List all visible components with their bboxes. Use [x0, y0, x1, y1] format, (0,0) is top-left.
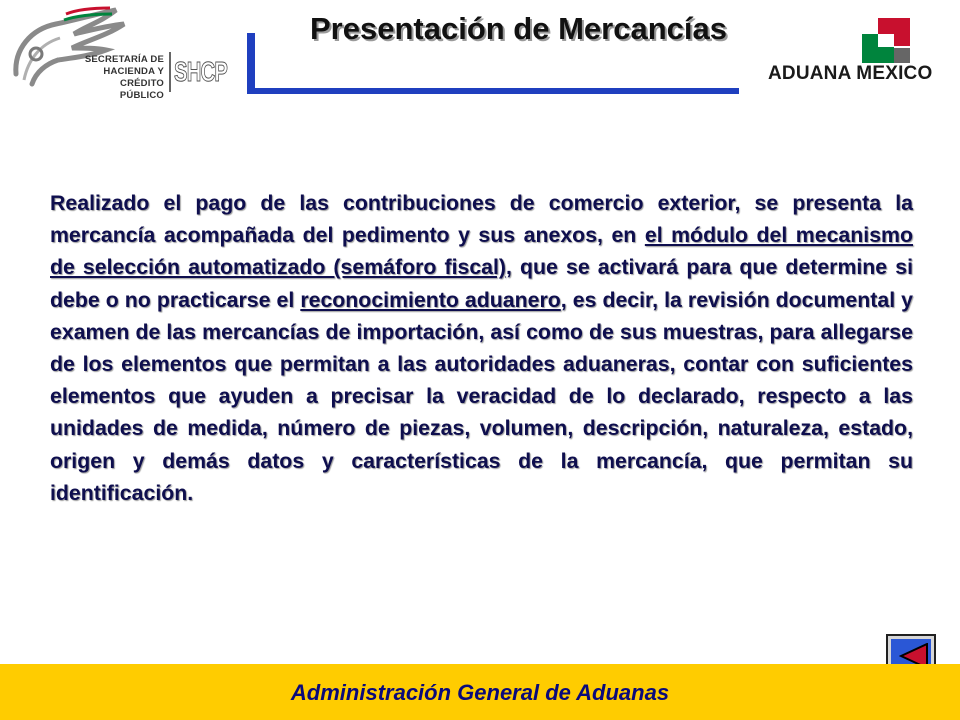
paragraph-segment-1: Realizado el pago de las contribuciones de comercio exterior, se presenta la mercancía acompañada del pedimento y sus anexos, en — [50, 191, 913, 248]
footer-bar — [0, 664, 960, 720]
content-paragraph — [50, 187, 913, 509]
back-button-face[interactable] — [891, 639, 931, 667]
shcp-line-2: HACIENDA Y — [103, 66, 164, 77]
page-title: Presentación de Mercancías — [310, 11, 727, 46]
semaforo-fiscal-underlined: el módulo del mecanismo de selección automatizado (semáforo fiscal), — [50, 223, 913, 280]
aduana-mexico-logo-icon — [862, 18, 910, 63]
aduana-mexico-label: ADUANA MEXICO — [768, 63, 933, 84]
footer-text: Administración General de Aduanas — [290, 680, 670, 705]
paragraph-segment-2: que se activará para que determine si debe o no practicarse el — [50, 255, 913, 312]
title-bracket-vertical — [247, 33, 255, 93]
paragraph-segment-3: , es decir, la revisión documental y examen de las mercancías de importación, así como de sus muestras, para allegarse de los elementos que permitan a las autoridades aduaneras, contar con suficientes elementos que ayuden a precisar la veracidad de lo declarado, respecto a las unidades de medida, número de piezas, volumen, descripción, naturaleza, estado, origen y demás datos y características de la mercancía, que permitan su identificación. — [50, 287, 913, 505]
shcp-name — [84, 54, 164, 102]
shcp-acronym: SHCP — [174, 56, 228, 87]
shcp-line-1: SECRETARÍA DE — [84, 54, 164, 65]
reconocimiento-aduanero-underlined: reconocimiento aduanero — [300, 287, 561, 312]
title-bracket-horizontal — [247, 88, 739, 94]
shcp-line-3: CRÉDITO PÚBLICO — [119, 78, 164, 101]
logo-divider — [169, 52, 171, 92]
shcp-logo — [6, 4, 228, 101]
